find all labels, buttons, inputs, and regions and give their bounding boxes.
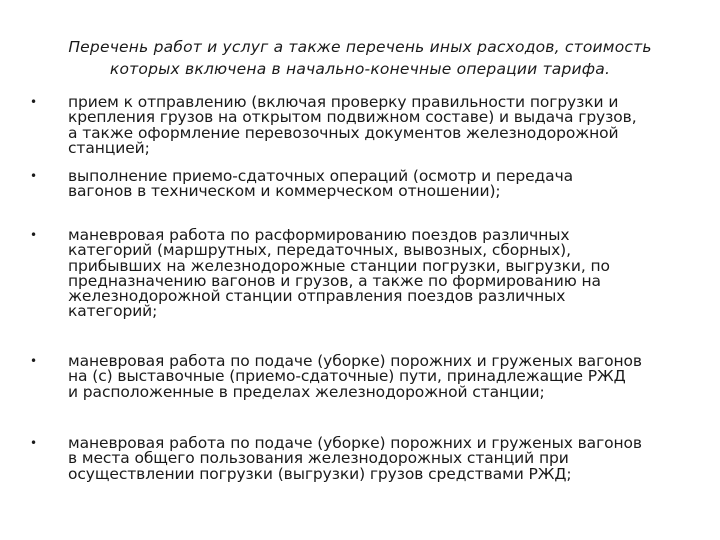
list-item-line: маневровая работа по подаче (уборке) порожних и груженых вагонов bbox=[68, 434, 642, 452]
list-item-line: и расположенные в пределах железнодорожной станции; bbox=[68, 382, 545, 401]
slide-title-line-2: которых включена в начально-конечные операции тарифа. bbox=[109, 60, 611, 78]
list-item-line: в места общего пользования железнодорожных станций при bbox=[68, 449, 569, 468]
list-item-line: осуществлении погрузки (выгрузки) грузов средствами РЖД; bbox=[68, 464, 572, 483]
list-item-line: категорий; bbox=[68, 302, 158, 321]
list-item-text bbox=[68, 95, 690, 156]
list-item-line: выполнение приемо-сдаточных операций (осмотр и передача bbox=[68, 167, 574, 185]
list-item-text bbox=[68, 436, 690, 482]
list-item-line: вагонов в техническом и коммерческом отношении); bbox=[68, 182, 501, 201]
list-item-line: на (с) выставочные (приемо-сдаточные) пути, принадлежащие РЖД bbox=[68, 367, 626, 386]
list-item-text bbox=[68, 228, 690, 320]
list-item-line: а также оформление перевозочных документов железнодорожной bbox=[68, 123, 619, 142]
list-item-line: крепления грузов на открытом подвижном составе) и выдача грузов, bbox=[68, 108, 637, 127]
list-item-line: маневровая работа по расформированию поездов различных bbox=[68, 226, 570, 244]
list-item-line: предназначению вагонов и грузов, а также по формированию на bbox=[68, 271, 601, 290]
list-item-line: категорий (маршрутных, передаточных, вывозных, сборных), bbox=[68, 241, 571, 260]
bullet-icon: • bbox=[30, 169, 38, 183]
list-item-line: прибывших на железнодорожные станции погрузки, выгрузки, по bbox=[68, 256, 610, 275]
list-item-line: прием к отправлению (включая проверку правильности погрузки и bbox=[68, 93, 619, 111]
bullet-icon: • bbox=[30, 354, 38, 368]
list-item-line: железнодорожной станции отправления поездов различных bbox=[68, 287, 566, 306]
list-item-text bbox=[68, 169, 690, 200]
bullet-icon: • bbox=[30, 436, 38, 450]
slide-title-line-1: Перечень работ и услуг а также перечень иных расходов, стоимость bbox=[68, 38, 652, 56]
list-item-line: станцией; bbox=[68, 138, 150, 157]
bullet-icon: • bbox=[30, 95, 38, 109]
list-item-line: маневровая работа по подаче (уборке) порожних и груженых вагонов bbox=[68, 352, 642, 370]
list-item-text bbox=[68, 354, 690, 400]
bullet-icon: • bbox=[30, 228, 38, 242]
